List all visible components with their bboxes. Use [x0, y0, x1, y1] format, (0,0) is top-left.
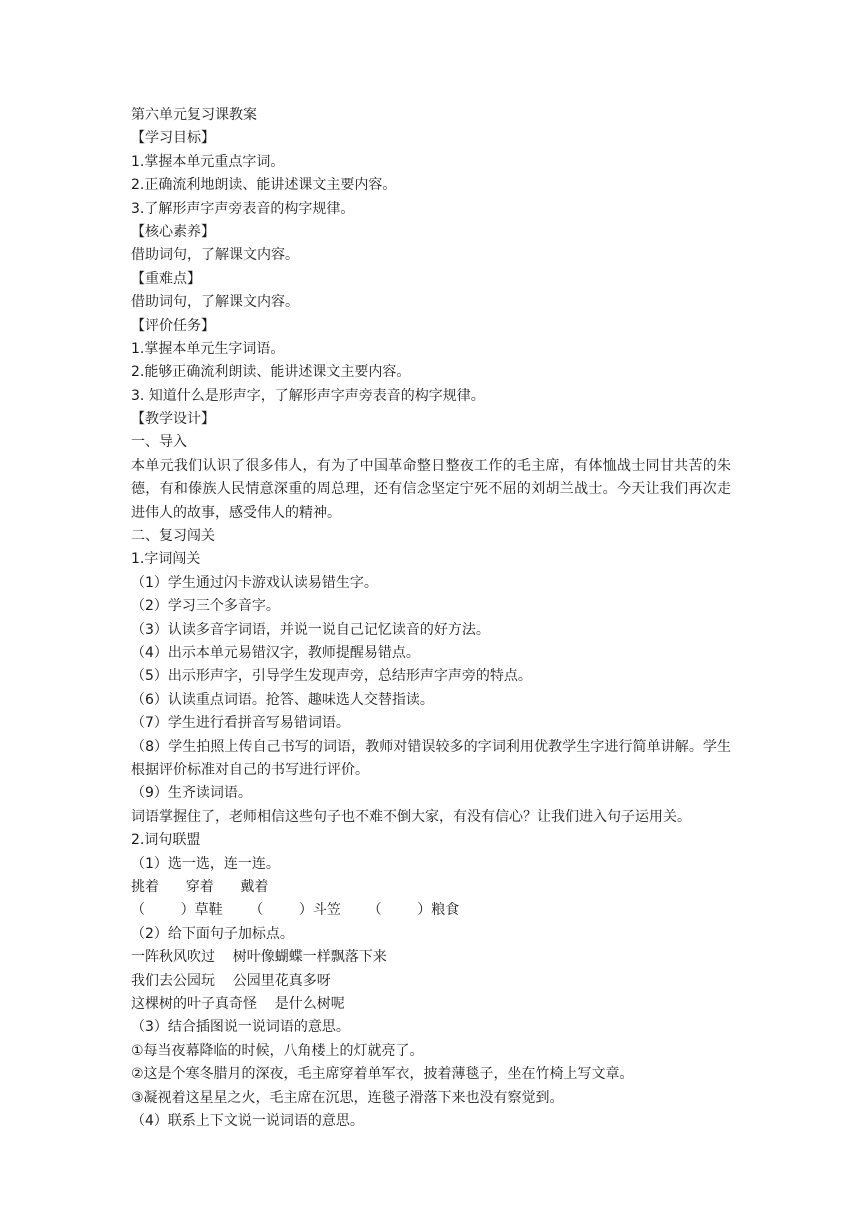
subheading-phrase-sentence: 2.词句联盟 [131, 832, 201, 849]
list-item: （2）学习三个多音字。 [131, 598, 280, 615]
list-item: （7）学生进行看拼音写易错词语。 [131, 715, 350, 732]
subheading-introduction: 一、导入 [131, 434, 187, 451]
section-heading-core-literacy: 【核心素养】 [131, 223, 215, 240]
exercise-prompt: （1）选一选，连一连。 [131, 855, 280, 872]
exercise-sentence: 一阵秋风吹过 树叶像蝴蝶一样飘落下来 [131, 949, 387, 966]
example-sentence: ③凝视着这星星之火，毛主席在沉思，连毯子滑落下来也没有察觉到。 [131, 1089, 564, 1106]
evaluation-item: 1.掌握本单元生字词语。 [131, 340, 285, 357]
list-item: （9）生齐读词语。 [131, 785, 252, 802]
exercise-sentence: 这棵树的叶子真奇怪 是什么树呢 [131, 995, 345, 1012]
transition-text: 词语掌握住了，老师相信这些句子也不难不倒大家，有没有信心？让我们进入句子运用关。 [131, 808, 691, 825]
goal-item: 1.掌握本单元重点字词。 [131, 153, 285, 170]
subheading-word-level: 1.字词闯关 [131, 551, 201, 568]
introduction-paragraph: 本单元我们认识了很多伟人，有为了中国革命整日整夜工作的毛主席，有体恤战士同甘共苦的朱德，有和傣族人民情意深重的周总理，还有信念坚定宁死不屈的刘胡兰战士。今天让我们再次走进伟人的故事，感受伟人的精神。 [131, 457, 731, 521]
section-heading-learning-goals: 【学习目标】 [131, 130, 215, 147]
subheading-review: 二、复习闯关 [131, 528, 215, 545]
section-heading-teaching-design: 【教学设计】 [131, 411, 215, 428]
exercise-prompt: （3）结合插图说一说词语的意思。 [131, 1019, 350, 1036]
section-heading-evaluation-tasks: 【评价任务】 [131, 317, 215, 334]
goal-item: 2.正确流利地朗读、能讲述课文主要内容。 [131, 177, 397, 194]
list-item: （5）出示形声字，引导学生发现声旁，总结形声字声旁的特点。 [131, 668, 532, 685]
list-item: （3）认读多音字词语，并说一说自己记忆读音的好方法。 [131, 621, 490, 638]
core-literacy-text: 借助词句，了解课文内容。 [131, 247, 299, 264]
evaluation-item: 2.能够正确流利朗读、能讲述课文主要内容。 [131, 364, 411, 381]
example-sentence: ①每当夜幕降临的时候，八角楼上的灯就亮了。 [131, 1042, 424, 1059]
example-sentence: ②这是个寒冬腊月的深夜，毛主席穿着单军衣，披着薄毯子，坐在竹椅上写文章。 [131, 1066, 634, 1083]
list-item: （1）学生通过闪卡游戏认读易错生字。 [131, 574, 378, 591]
exercise-sentence: 我们去公园玩 公园里花真多呀 [131, 972, 331, 989]
list-item: （4）出示本单元易错汉字，教师提醒易错点。 [131, 645, 420, 662]
document-title: 第六单元复习课教案 [131, 107, 257, 123]
list-item: （8）学生拍照上传自己书写的词语，教师对错误较多的字词利用优教学生字进行简单讲解。学生根据评价标准对自己的书写进行评价。 [131, 738, 731, 778]
goal-item: 3.了解形声字声旁表音的构字规律。 [131, 200, 355, 217]
exercise-prompt: （4）联系上下文说一说词语的意思。 [131, 1112, 364, 1129]
section-heading-key-points: 【重难点】 [131, 270, 201, 287]
exercise-verbs: 挑着 穿着 戴着 [131, 878, 269, 895]
list-item: （6）认读重点词语。抢答、趣味选人交替指读。 [131, 691, 434, 708]
key-points-text: 借助词句，了解课文内容。 [131, 294, 299, 311]
exercise-blanks: （ ）草鞋 （ ）斗笠 （ ）粮食 [131, 902, 460, 919]
evaluation-item: 3. 知道什么是形声字，了解形声字声旁表音的构字规律。 [131, 387, 485, 404]
exercise-prompt: （2）给下面句子加标点。 [131, 925, 294, 942]
